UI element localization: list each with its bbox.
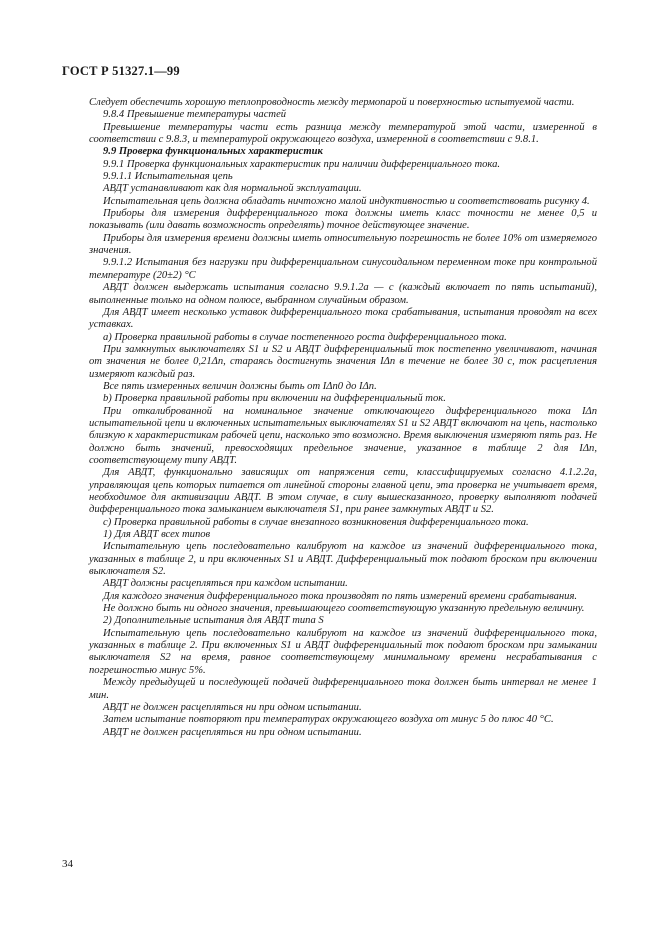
paragraph: Превышение температуры части есть разница между температурой этой части, измеренной в соответствии с 9.8.3, и температурой окружающего воздуха, измеренной в соответствии с 9.8.1. [89, 121, 597, 146]
paragraph: АВДТ не должен расцепляться ни при одном испытании. [103, 701, 362, 713]
paragraph: Приборы для измерения времени должны иметь относительную погрешность не более 10% от измеряемого значения. [89, 232, 597, 257]
paragraph: Затем испытание повторяют при температурах окружающего воздуха от минус 5 до плюс 40 °С. [103, 714, 554, 726]
paragraph: Испытательная цепь должна обладать ничтожно малой индуктивностью и соответствовать рисунку 4. [103, 195, 590, 207]
paragraph: 9.9.1.2 Испытания без нагрузки при дифференциальном синусоидальном переменном токе при контрольной температуре (20±2) °С [89, 257, 597, 281]
paragraph: АВДТ не должен расцепляться ни при одном испытании. [103, 726, 362, 738]
paragraph: Приборы для измерения дифференциального тока должны иметь класс точности не менее 0,5 и показывать (или давать возможность определять) точное действующее значение. [89, 208, 597, 232]
paragraph: АВДТ должны расцепляться при каждом испытании. [103, 578, 348, 590]
paragraph: При замкнутых выключателях S1 и S2 и АВДТ дифференциальный ток постепенно увеличивают, начиная от значения не более 0,21Δn, стараясь достигнуть значения IΔn в течение не более 30 с, ток расцепления измеряют каждый раз. [89, 343, 597, 380]
paragraph: 1) Для АВДТ всех типов [103, 529, 211, 541]
paragraph: Для АВДТ, функционально зависящих от напряжения сети, классифицируемых согласно 4.1.2.2a, управляющая цепь которых питается от линейной стороны главной цепи, эта проверка не учитывает время, необходимое для активизации АВДТ. В этом случае, в силу вышесказанного, проверку выполняют подачей дифференциального тока замыканием выключателя S1, при ранее замкнутых АВДТ и S2. [89, 467, 597, 516]
page-number: 34 [62, 858, 73, 870]
paragraph: 9.9 Проверка функциональных характеристик [103, 146, 323, 158]
paragraph: Испытательную цепь последовательно калибруют на каждое из значений дифференциального тока, указанных в таблице 2. При включенных S1 и АВДТ дифференциальный ток подают броском при замыкании выключателя S2 на время, равное соответствующему минимальному времени несрабатывания с погрешностью минус 5%. [89, 627, 597, 676]
paragraph: c) Проверка правильной работы в случае внезапного возникновения дифференциального тока. [103, 516, 529, 528]
paragraph: Все пять измеренных величин должны быть от IΔn0 до IΔn. [103, 380, 377, 392]
paragraph: 2) Дополнительные испытания для АВДТ типа S [103, 615, 324, 627]
paragraph: 9.9.1.1 Испытательная цепь [103, 171, 233, 183]
document-header: ГОСТ Р 51327.1—99 [62, 64, 180, 78]
paragraph: Для АВДТ имеет несколько уставок дифференциального тока срабатывания, испытания проводят на всех уставках. [89, 306, 597, 331]
paragraph: Для каждого значения дифференциального тока производят по пять измерений времени срабатывания. [103, 590, 578, 602]
paragraph: a) Проверка правильной работы в случае постепенного роста дифференциального тока. [103, 331, 507, 343]
paragraph: Следует обеспечить хорошую теплопроводность между термопарой и поверхностью испытуемой части. [89, 97, 575, 108]
paragraph: Испытательную цепь последовательно калибруют на каждое из значений дифференциального тока, указанных в таблице 2, и при включенных S1 и АВДТ. Дифференциальный ток подают броском при включении выключателя S2. [89, 541, 597, 578]
document-body [89, 97, 597, 739]
paragraph: АВДТ должен выдержать испытания согласно 9.9.1.2a — c (каждый включает по пять испытаний), выполненные только на одном полюсе, выбранном случайным образом. [89, 282, 597, 306]
paragraph: 9.9.1 Проверка функциональных характеристик при наличии дифференциального тока. [103, 158, 501, 170]
paragraph: При откалиброванной на номинальное значение отключающего дифференциального тока IΔn испытательной цепи и включенных испытательных выключателях S1 и S2 АВДТ включают на цепь, настолько близкую к характеристикам рабочей цепи, насколько это возможно. Время выключения измеряют пять раз. Не должно быть значений, превосходящих предельное значение, указанное в таблице 2 для IΔn, соответствующему типу АВДТ. [89, 405, 597, 466]
paragraph: 9.8.4 Превышение температуры частей [103, 109, 287, 121]
paragraph: АВДТ устанавливают как для нормальной эксплуатации. [103, 183, 362, 195]
paragraph: Не должно быть ни одного значения, превышающего соответствующую указанную предельную величину. [103, 603, 585, 615]
paragraph: Между предыдущей и последующей подачей дифференциального тока должен быть интервал не менее 1 мин. [89, 677, 597, 701]
paragraph: b) Проверка правильной работы при включении на дифференциальный ток. [103, 393, 446, 405]
